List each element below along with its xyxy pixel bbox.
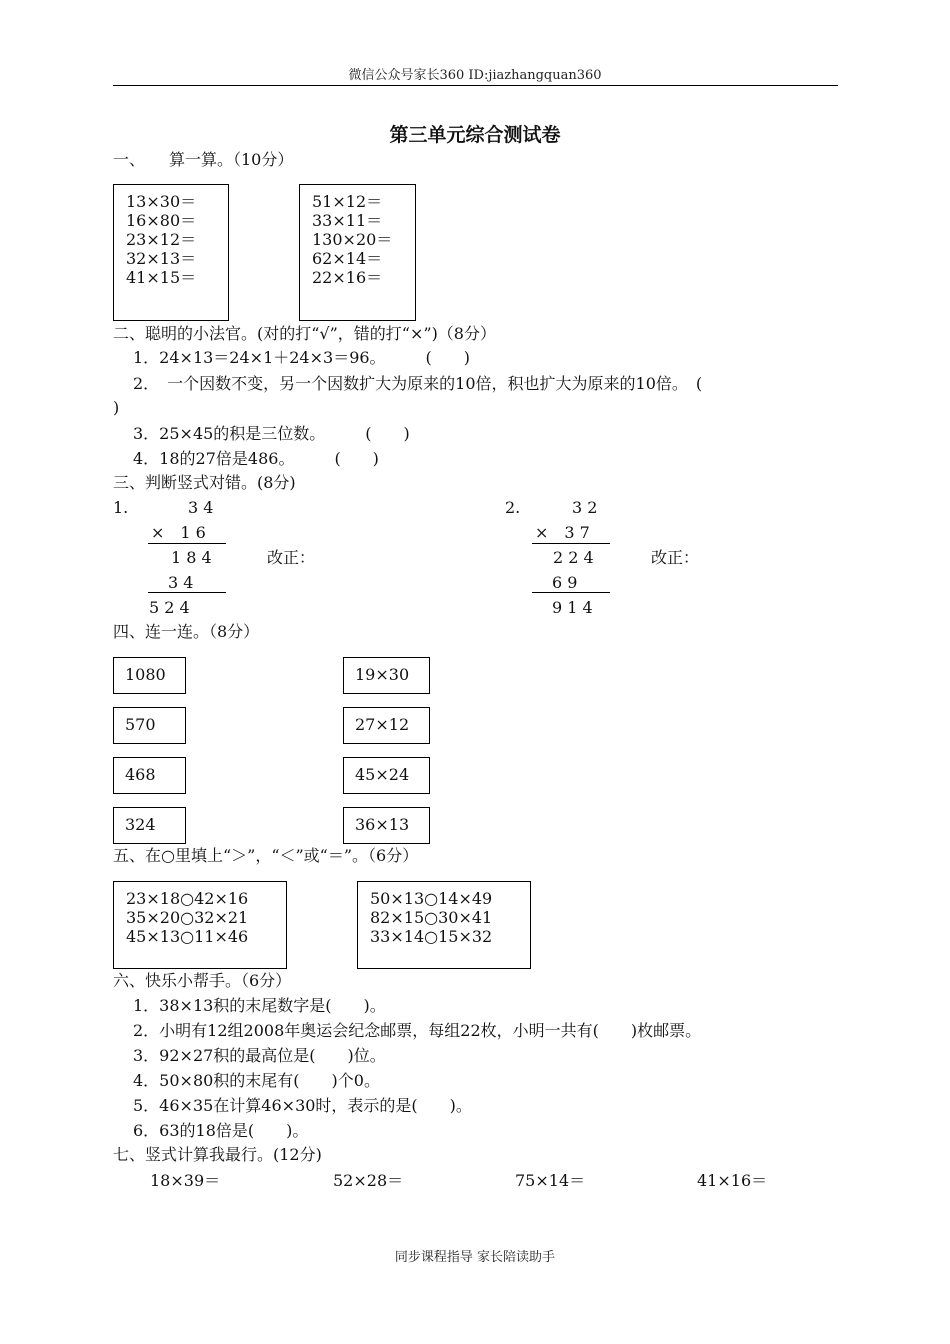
fill-item-6: 6．63的18倍是( )。 <box>133 1121 309 1140</box>
vertical-2-rule-1 <box>532 543 610 544</box>
section-6-heading: 六、快乐小帮手。（6分） <box>113 971 292 990</box>
section-4-heading: 四、连一连。（8分） <box>113 622 260 641</box>
calc-vertical-item-3: 75×14＝ <box>515 1171 586 1190</box>
match-left-box[interactable]: 1080 <box>113 657 186 694</box>
vertical-2-correction-label: 改正： <box>651 548 700 567</box>
calc-item: 16×80＝ <box>126 211 197 230</box>
vertical-1-partial-2: 3 4 <box>168 573 194 592</box>
vertical-1-number: 1. <box>113 498 129 517</box>
page-header: 微信公众号家长360 ID:jiazhangquan360 <box>348 68 602 83</box>
vertical-2-rule-2 <box>532 592 610 593</box>
match-right-box[interactable]: 45×24 <box>343 757 430 794</box>
fill-item-1: 1．38×13积的末尾数字是( )。 <box>133 996 386 1015</box>
calc-item: 13×30＝ <box>126 192 197 211</box>
judge-item-3: 3．25×45的积是三位数。 ( ) <box>133 424 410 443</box>
judge-item-1: 1．24×13＝24×1＋24×3＝96。 ( ) <box>133 348 471 367</box>
calc-item: 22×16＝ <box>312 268 383 287</box>
vertical-2-partial-2: 6 9 <box>552 573 578 592</box>
header-divider <box>113 85 838 86</box>
section-7-heading: 七、竖式计算我最行。(12分) <box>113 1145 322 1164</box>
vertical-1-rule-2 <box>148 592 226 593</box>
section-2-heading: 二、聪明的小法官。(对的打“√”，错的打“×”)（8分） <box>113 324 496 343</box>
fill-item-4: 4．50×80积的末尾有( )个0。 <box>133 1071 380 1090</box>
vertical-1-multiplicand: 3 4 <box>188 498 214 517</box>
compare-item: 82×15○30×41 <box>370 908 493 927</box>
vertical-2-multiplier: × 3 7 <box>535 523 590 542</box>
vertical-2-partial-1: 2 2 4 <box>553 548 594 567</box>
compare-item: 23×18○42×16 <box>126 889 249 908</box>
calc-vertical-item-1: 18×39＝ <box>150 1171 221 1190</box>
vertical-2-number: 2. <box>505 498 521 517</box>
match-left-box[interactable]: 570 <box>113 707 186 744</box>
judge-item-2: 2． 一个因数不变，另一个因数扩大为原来的10倍，积也扩大为原来的10倍。 ( <box>133 374 703 393</box>
calc-item: 130×20＝ <box>312 230 393 249</box>
compare-item: 33×14○15×32 <box>370 927 493 946</box>
vertical-1-rule-1 <box>148 543 226 544</box>
section-1-heading: 一、 算一算。（10分） <box>113 150 294 169</box>
calc-vertical-item-2: 52×28＝ <box>333 1171 404 1190</box>
match-right-box[interactable]: 19×30 <box>343 657 430 694</box>
compare-item: 35×20○32×21 <box>126 908 249 927</box>
page-title: 第三单元综合测试卷 <box>389 124 561 146</box>
judge-item-2-bracket: ) <box>113 398 120 417</box>
fill-item-2: 2．小明有12组2008年奥运会纪念邮票，每组22枚，小明一共有( )枚邮票。 <box>133 1021 702 1040</box>
vertical-2-result: 9 1 4 <box>552 598 593 617</box>
calc-item: 23×12＝ <box>126 230 197 249</box>
calc-box-right <box>299 184 416 321</box>
compare-item: 45×13○11×46 <box>126 927 249 946</box>
calc-item: 62×14＝ <box>312 249 383 268</box>
match-left-box[interactable]: 324 <box>113 807 186 844</box>
section-5-heading: 五、在○里填上“＞”，“＜”或“＝”。（6分） <box>113 846 419 865</box>
calc-item: 51×12＝ <box>312 192 383 211</box>
match-right-box[interactable]: 36×13 <box>343 807 430 844</box>
judge-item-4: 4．18的27倍是486。 ( ) <box>133 449 379 468</box>
calc-vertical-item-4: 41×16＝ <box>697 1171 768 1190</box>
calc-item: 33×11＝ <box>312 211 383 230</box>
calc-box-left <box>113 184 229 321</box>
match-left-box[interactable]: 468 <box>113 757 186 794</box>
vertical-1-multiplier: × 1 6 <box>151 523 206 542</box>
compare-box-left <box>113 881 287 969</box>
calc-item: 32×13＝ <box>126 249 197 268</box>
match-right-box[interactable]: 27×12 <box>343 707 430 744</box>
vertical-1-result: 5 2 4 <box>149 598 190 617</box>
vertical-2-multiplicand: 3 2 <box>572 498 598 517</box>
compare-item: 50×13○14×49 <box>370 889 493 908</box>
fill-item-3: 3．92×27积的最高位是( )位。 <box>133 1046 386 1065</box>
vertical-1-partial-1: 1 8 4 <box>171 548 212 567</box>
compare-box-right <box>357 881 531 969</box>
page-footer: 同步课程指导 家长陪读助手 <box>394 1250 556 1265</box>
section-3-heading: 三、判断竖式对错。(8分) <box>113 473 296 492</box>
calc-item: 41×15＝ <box>126 268 197 287</box>
vertical-1-correction-label: 改正： <box>267 548 316 567</box>
fill-item-5: 5．46×35在计算46×30时，表示的是( )。 <box>133 1096 472 1115</box>
